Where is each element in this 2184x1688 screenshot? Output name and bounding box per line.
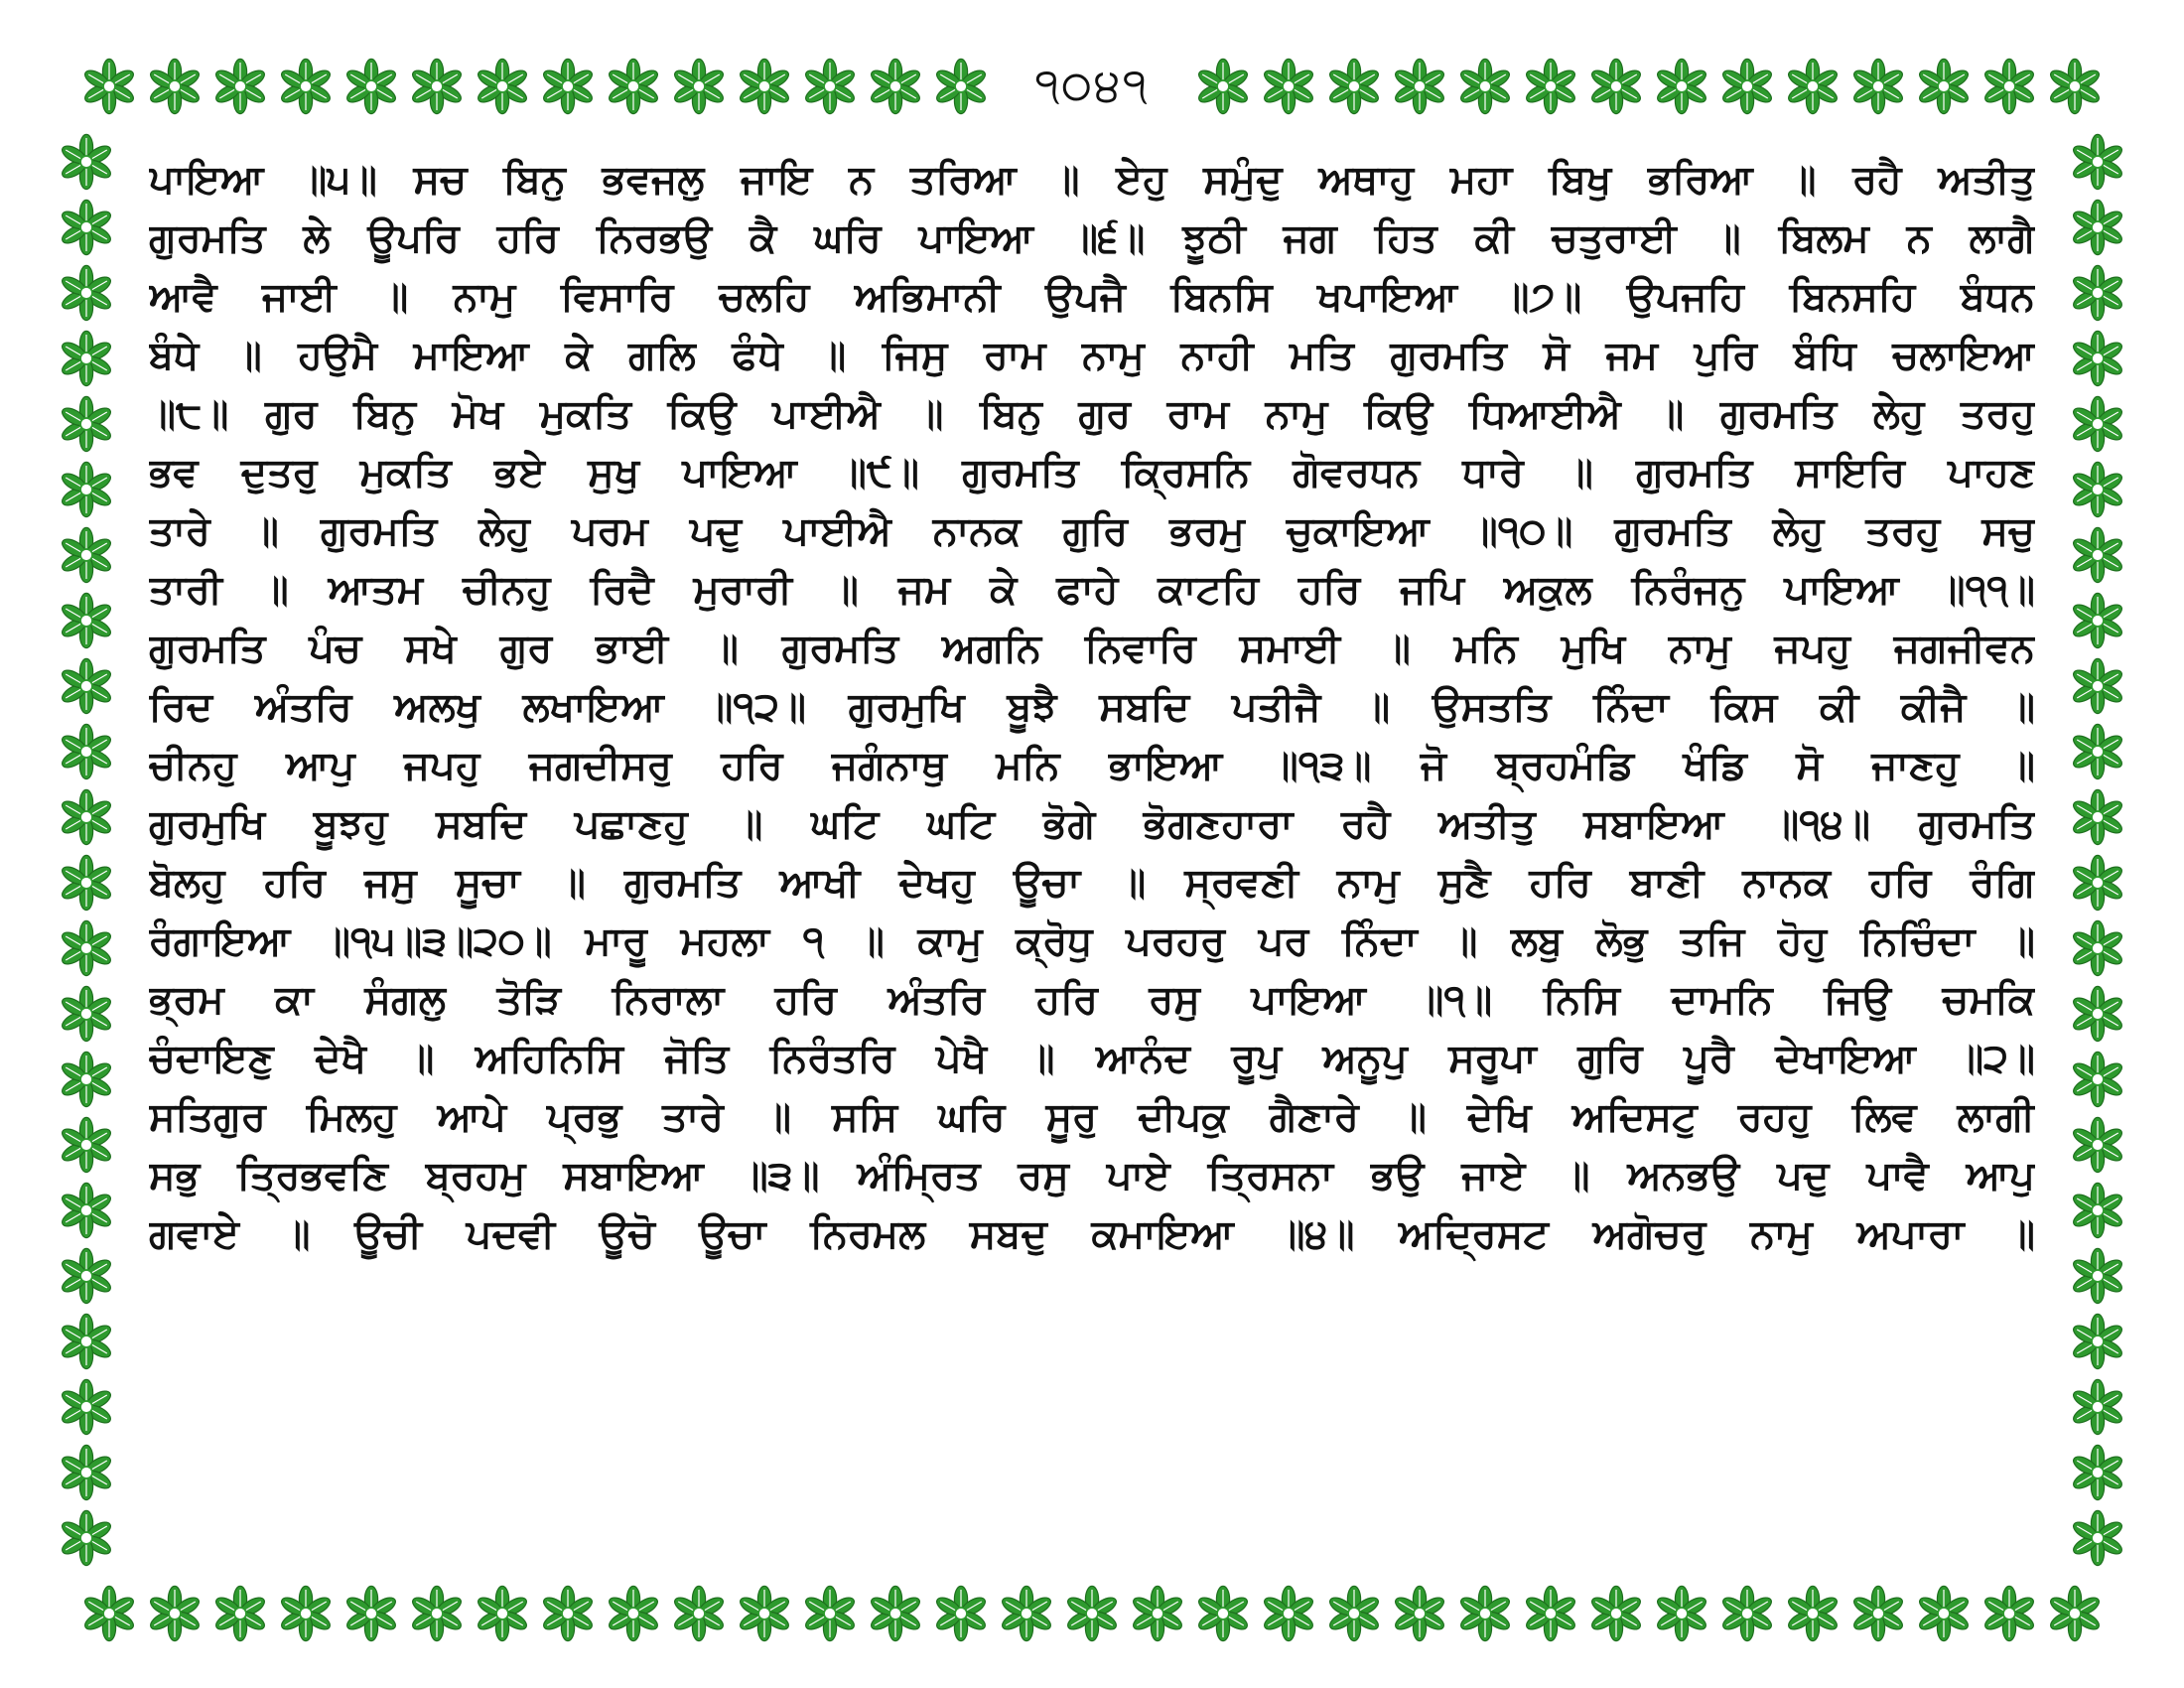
flower-ornament-icon (538, 1584, 598, 1643)
flower-ornament-icon (2068, 656, 2127, 716)
flower-ornament-icon (276, 1584, 336, 1643)
flower-ornament-icon (2068, 722, 2127, 781)
flower-ornament-icon (2068, 394, 2127, 454)
flower-ornament-icon (2068, 1443, 2127, 1502)
floral-border-bottom (48, 1575, 2136, 1652)
flower-ornament-icon (1521, 1584, 1580, 1643)
flower-ornament-icon (1652, 1584, 1711, 1643)
flower-ornament-icon (866, 57, 925, 116)
flower-ornament-icon (604, 57, 663, 116)
flower-ornament-icon (145, 57, 205, 116)
flower-ornament-icon (2068, 525, 2127, 585)
flower-ornament-icon (1390, 1584, 1449, 1643)
flower-ornament-icon (800, 57, 860, 116)
page-number: ੧੦੪੧ (1034, 58, 1150, 111)
flower-ornament-icon (2068, 1181, 2127, 1240)
text-line: ਗਵਾਏ ॥ ਊਚੀ ਪਦਵੀ ਊਚੋ ਊਚਾ ਨਿਰਮਲ ਸਬਦੁ ਕਮਾਇਆ ॥੪॥ ਅਦ੍ਰਿਸਟ ਅਗੋਚਰੁ ਨਾਮੁ ਅਪਾਰਾ ॥ (149, 1211, 2035, 1257)
flower-ornament-icon (1193, 57, 1253, 116)
flower-ornament-icon (473, 1584, 532, 1643)
flower-ornament-icon (2068, 132, 2127, 192)
flower-ornament-icon (1521, 57, 1580, 116)
text-line: ਤਾਰੀ ॥ ਆਤਮ ਚੀਨਹੁ ਰਿਦੈ ਮੁਰਾਰੀ ॥ ਜਮ ਕੇ ਫਾਹੇ ਕਾਟਹਿ ਹਰਿ ਜਪਿ ਅਕੁਲ ਨਿਰੰਜਨੁ ਪਾਇਆ ॥੧੧॥ (149, 567, 2035, 613)
flower-ornament-icon (2045, 57, 2105, 116)
text-line: ਗੁਰਮੁਖਿ ਬੂਝਹੁ ਸਬਦਿ ਪਛਾਣਹੁ ॥ ਘਟਿ ਘਟਿ ਭੋਗੇ ਭੋਗਣਹਾਰਾ ਰਹੈ ਅਤੀਤੁ ਸਬਾਇਆ ॥੧੪॥ ਗੁਰਮਤਿ (149, 801, 2035, 847)
flower-ornament-icon (669, 57, 729, 116)
flower-ornament-icon (1914, 57, 1974, 116)
flower-ornament-icon (2068, 984, 2127, 1044)
flower-ornament-icon (1717, 1584, 1777, 1643)
text-line: ਪਾਇਆ ॥੫॥ ਸਚ ਬਿਨੁ ਭਵਜਲੁ ਜਾਇ ਨ ਤਰਿਆ ॥ ਏਹੁ ਸਮੁੰਦੁ ਅਥਾਹੁ ਮਹਾ ਬਿਖੁ ਭਰਿਆ ॥ ਰਹੈ ਅਤੀਤੁ (149, 157, 2035, 203)
text-line: ਚੀਨਹੁ ਆਪੁ ਜਪਹੁ ਜਗਦੀਸਰੁ ਹਰਿ ਜਗੰਨਾਥੁ ਮਨਿ ਭਾਇਆ ॥੧੩॥ ਜੋ ਬ੍ਰਹਮੰਡਿ ਖੰਡਿ ਸੋ ਜਾਣਹੁ ॥ (149, 743, 2035, 788)
flower-ornament-icon (210, 57, 270, 116)
flower-ornament-icon (2068, 1246, 2127, 1306)
flower-ornament-icon (1193, 1584, 1253, 1643)
flower-ornament-icon (57, 853, 116, 913)
flower-ornament-icon (1455, 57, 1515, 116)
text-line: ॥੮॥ ਗੁਰ ਬਿਨੁ ਮੋਖ ਮੁਕਤਿ ਕਿਉ ਪਾਈਐ ॥ ਬਿਨੁ ਗੁਰ ਰਾਮ ਨਾਮੁ ਕਿਉ ਧਿਆਈਐ ॥ ਗੁਰਮਤਿ ਲੇਹੁ ਤਰਹੁ (149, 391, 2035, 437)
text-line: ਰਿਦ ਅੰਤਰਿ ਅਲਖੁ ਲਖਾਇਆ ॥੧੨॥ ਗੁਰਮੁਖਿ ਬੂਝੈ ਸਬਦਿ ਪਤੀਜੈ ॥ ਉਸਤਤਿ ਨਿੰਦਾ ਕਿਸ ਕੀ ਕੀਜੈ ॥ (149, 684, 2035, 730)
text-line: ਤਾਰੇ ॥ ਗੁਰਮਤਿ ਲੇਹੁ ਪਰਮ ਪਦੁ ਪਾਈਐ ਨਾਨਕ ਗੁਰਿ ਭਰਮੁ ਚੁਕਾਇਆ ॥੧੦॥ ਗੁਰਮਤਿ ਲੇਹੁ ਤਰਹੁ ਸਚੁ (149, 508, 2035, 554)
flower-ornament-icon (931, 57, 991, 116)
flower-ornament-icon (1848, 1584, 1908, 1643)
text-line: ਆਵੈ ਜਾਈ ॥ ਨਾਮੁ ਵਿਸਾਰਿ ਚਲਹਿ ਅਭਿਮਾਨੀ ਉਪਜੈ ਬਿਨਸਿ ਖਪਾਇਆ ॥੭॥ ਉਪਜਹਿ ਬਿਨਸਹਿ ਬੰਧਨ (149, 274, 2035, 320)
flower-ornament-icon (2068, 853, 2127, 913)
flower-ornament-icon (1783, 1584, 1843, 1643)
flower-ornament-icon (473, 57, 532, 116)
flower-ornament-icon (276, 57, 336, 116)
text-line: ਰੰਗਾਇਆ ॥੧੫॥੩॥੨੦॥ ਮਾਰੂ ਮਹਲਾ ੧ ॥ ਕਾਮੁ ਕ੍ਰੋਧੁ ਪਰਹਰੁ ਪਰ ਨਿੰਦਾ ॥ ਲਬੁ ਲੋਭੁ ਤਜਿ ਹੋਹੁ ਨਿਚਿੰਦਾ ॥ (149, 918, 2035, 964)
flower-ornament-icon (1914, 1584, 1974, 1643)
flower-ornament-icon (1455, 1584, 1515, 1643)
flower-ornament-icon (1390, 57, 1449, 116)
flower-ornament-icon (604, 1584, 663, 1643)
flower-ornament-icon (2068, 918, 2127, 978)
text-line: ਭ੍ਰਮ ਕਾ ਸੰਗਲੁ ਤੋੜਿ ਨਿਰਾਲਾ ਹਰਿ ਅੰਤਰਿ ਹਰਿ ਰਸੁ ਪਾਇਆ ॥੧॥ ਨਿਸਿ ਦਾਮਨਿ ਜਿਉ ਚਮਕਿ (149, 977, 2035, 1023)
text-line: ਸਤਿਗੁਰ ਮਿਲਹੁ ਆਪੇ ਪ੍ਰਭੁ ਤਾਰੇ ॥ ਸਸਿ ਘਰਿ ਸੂਰੁ ਦੀਪਕੁ ਗੈਣਾਰੇ ॥ ਦੇਖਿ ਅਦਿਸਟੁ ਰਹਹੁ ਲਿਵ ਲਾਗੀ (149, 1094, 2035, 1140)
flower-ornament-icon (538, 57, 598, 116)
flower-ornament-icon (57, 329, 116, 388)
flower-ornament-icon (57, 918, 116, 978)
flower-ornament-icon (79, 57, 139, 116)
flower-ornament-icon (2068, 591, 2127, 650)
flower-ornament-icon (1586, 1584, 1646, 1643)
flower-ornament-icon (57, 722, 116, 781)
text-line: ਬੰਧੇ ॥ ਹਉਮੈ ਮਾਇਆ ਕੇ ਗਲਿ ਫੰਧੇ ॥ ਜਿਸੁ ਰਾਮ ਨਾਮੁ ਨਾਹੀ ਮਤਿ ਗੁਰਮਤਿ ਸੋ ਜਮ ਪੁਰਿ ਬੰਧਿ ਚਲਾਇਆ (149, 333, 2035, 378)
flower-ornament-icon (57, 1443, 116, 1502)
flower-ornament-icon (407, 57, 467, 116)
scripture-text-body (149, 151, 2035, 1561)
flower-ornament-icon (735, 57, 794, 116)
flower-ornament-icon (2068, 787, 2127, 847)
flower-ornament-icon (57, 984, 116, 1044)
flower-ornament-icon (57, 1312, 116, 1371)
flower-ornament-icon (2068, 1115, 2127, 1175)
flower-ornament-icon (735, 1584, 794, 1643)
text-line: ਸਭੁ ਤ੍ਰਿਭਵਣਿ ਬ੍ਰਹਮੁ ਸਬਾਇਆ ॥੩॥ ਅੰਮ੍ਰਿਤ ਰਸੁ ਪਾਏ ਤ੍ਰਿਸਨਾ ਭਉ ਜਾਏ ॥ ਅਨਭਉ ਪਦੁ ਪਾਵੈ ਆਪੁ (149, 1153, 2035, 1198)
flower-ornament-icon (1062, 1584, 1122, 1643)
flower-ornament-icon (341, 57, 401, 116)
flower-ornament-icon (2068, 1312, 2127, 1371)
flower-ornament-icon (2045, 1584, 2105, 1643)
flower-ornament-icon (57, 525, 116, 585)
flower-ornament-icon (57, 394, 116, 454)
flower-ornament-icon (2068, 198, 2127, 257)
flower-ornament-icon (1324, 57, 1384, 116)
flower-ornament-icon (1259, 1584, 1318, 1643)
flower-ornament-icon (57, 1181, 116, 1240)
flower-ornament-icon (2068, 329, 2127, 388)
text-line: ਗੁਰਮਤਿ ਲੇ ਊਪਰਿ ਹਰਿ ਨਿਰਭਉ ਕੈ ਘਰਿ ਪਾਇਆ ॥੬॥ ਝੂਠੀ ਜਗ ਹਿਤ ਕੀ ਚਤੁਰਾਈ ॥ ਬਿਲਮ ਨ ਲਾਗੈ (149, 215, 2035, 261)
flower-ornament-icon (2068, 460, 2127, 519)
flower-ornament-icon (79, 1584, 139, 1643)
text-line: ਗੁਰਮਤਿ ਪੰਚ ਸਖੇ ਗੁਰ ਭਾਈ ॥ ਗੁਰਮਤਿ ਅਗਨਿ ਨਿਵਾਰਿ ਸਮਾਈ ॥ ਮਨਿ ਮੁਖਿ ਨਾਮੁ ਜਪਹੁ ਜਗਜੀਵਨ (149, 626, 2035, 671)
flower-ornament-icon (997, 1584, 1056, 1643)
flower-ornament-icon (57, 1246, 116, 1306)
flower-ornament-icon (57, 1377, 116, 1437)
flower-ornament-icon (57, 787, 116, 847)
flower-ornament-icon (1979, 1584, 2039, 1643)
flower-ornament-icon (1586, 57, 1646, 116)
floral-border-left (48, 125, 125, 1575)
flower-ornament-icon (2068, 1508, 2127, 1568)
flower-ornament-icon (57, 198, 116, 257)
flower-ornament-icon (931, 1584, 991, 1643)
flower-ornament-icon (1979, 57, 2039, 116)
flower-ornament-icon (57, 1115, 116, 1175)
page-number-box (1005, 52, 1179, 119)
flower-ornament-icon (1717, 57, 1777, 116)
flower-ornament-icon (145, 1584, 205, 1643)
flower-ornament-icon (2068, 1377, 2127, 1437)
flower-ornament-icon (57, 132, 116, 192)
flower-ornament-icon (57, 656, 116, 716)
flower-ornament-icon (1128, 1584, 1187, 1643)
floral-border-right (2059, 125, 2136, 1575)
flower-ornament-icon (1324, 1584, 1384, 1643)
flower-ornament-icon (210, 1584, 270, 1643)
flower-ornament-icon (57, 591, 116, 650)
flower-ornament-icon (1848, 57, 1908, 116)
flower-ornament-icon (57, 1508, 116, 1568)
text-line: ਭਵ ਦੁਤਰੁ ਮੁਕਤਿ ਭਏ ਸੁਖੁ ਪਾਇਆ ॥੯॥ ਗੁਰਮਤਿ ਕ੍ਰਿਸਨਿ ਗੋਵਰਧਨ ਧਾਰੇ ॥ ਗੁਰਮਤਿ ਸਾਇਰਿ ਪਾਹਣ (149, 450, 2035, 495)
flower-ornament-icon (1652, 57, 1711, 116)
flower-ornament-icon (800, 1584, 860, 1643)
flower-ornament-icon (407, 1584, 467, 1643)
text-line: ਚੰਦਾਇਣੁ ਦੇਖੈ ॥ ਅਹਿਨਿਸਿ ਜੋਤਿ ਨਿਰੰਤਰਿ ਪੇਖੈ ॥ ਆਨੰਦ ਰੂਪੁ ਅਨੂਪੁ ਸਰੂਪਾ ਗੁਰਿ ਪੂਰੈ ਦੇਖਾਇਆ ॥੨॥ (149, 1036, 2035, 1081)
flower-ornament-icon (2068, 1050, 2127, 1109)
flower-ornament-icon (57, 1050, 116, 1109)
flower-ornament-icon (57, 460, 116, 519)
flower-ornament-icon (866, 1584, 925, 1643)
flower-ornament-icon (1783, 57, 1843, 116)
flower-ornament-icon (341, 1584, 401, 1643)
flower-ornament-icon (1259, 57, 1318, 116)
flower-ornament-icon (57, 263, 116, 323)
text-line: ਬੋਲਹੁ ਹਰਿ ਜਸੁ ਸੂਚਾ ॥ ਗੁਰਮਤਿ ਆਖੀ ਦੇਖਹੁ ਊਚਾ ॥ ਸ੍ਰਵਣੀ ਨਾਮੁ ਸੁਣੈ ਹਰਿ ਬਾਣੀ ਨਾਨਕ ਹਰਿ ਰੰਗਿ (149, 860, 2035, 906)
flower-ornament-icon (2068, 263, 2127, 323)
flower-ornament-icon (669, 1584, 729, 1643)
